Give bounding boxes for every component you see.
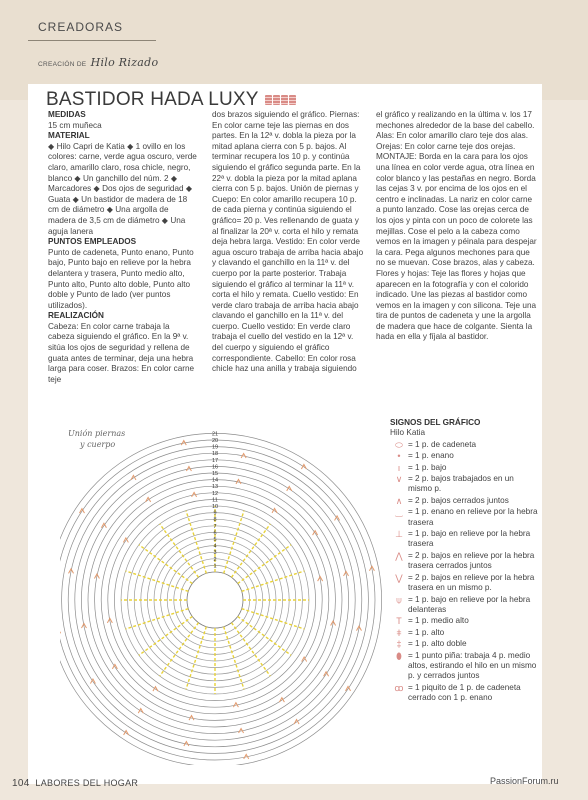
front-relief-icon: ⍦	[396, 594, 402, 605]
round-label: 11	[212, 497, 218, 504]
section-heading: PUNTOS EMPLEADOS	[48, 237, 137, 247]
paragraph: 15 cm muñeca	[48, 120, 102, 130]
legend-text: = 1 piquito de 1 p. de cadeneta cerrado con 1 p. enano	[408, 682, 521, 703]
legend-item	[390, 683, 540, 704]
legend-text: = 1 p. enano en relieve por la hebra trasera	[408, 507, 538, 527]
round-label: 13	[211, 484, 219, 491]
legend-subtitle: Hilo Katia	[390, 428, 426, 438]
legend-item	[390, 463, 540, 473]
round-label: 1	[213, 563, 217, 570]
legend-item	[390, 507, 540, 528]
footer	[12, 778, 138, 789]
chart-title-line2: y cuerpo	[80, 440, 116, 449]
chain-oval-icon: ⬭	[395, 439, 403, 450]
round-label: 10	[211, 504, 219, 510]
round-label: 18	[211, 451, 219, 458]
section-heading: MEDIDAS	[48, 110, 86, 119]
crochet-chart-diagram	[60, 420, 390, 765]
round-label: 15	[211, 471, 219, 477]
round-label: 7	[213, 523, 217, 530]
relief-increase-icon: ⋁	[395, 572, 403, 583]
legend-item	[390, 551, 540, 572]
legend-item	[390, 639, 540, 649]
round-label: 19	[211, 444, 219, 451]
legend-item	[390, 616, 540, 626]
v-increase-icon: ∨	[395, 474, 403, 485]
round-label: 9	[213, 510, 217, 517]
section-title: CREADORAS	[38, 20, 124, 34]
round-label: 21	[211, 431, 219, 438]
legend-text: = 2 p. bajos trabajados en un mismo p.	[408, 474, 514, 494]
legend-text: = 1 p. bajo en relieve por la hebra trasera	[408, 529, 531, 549]
treble-icon: ‡	[396, 639, 402, 650]
relief-single-icon: ⊥	[395, 529, 403, 540]
half-double-icon: T	[396, 616, 402, 627]
legend-items	[390, 440, 540, 704]
legend-text: = 1 p. enano	[408, 451, 454, 461]
thread-spools-icon	[265, 95, 296, 105]
column-3	[376, 110, 538, 343]
paragraph: Cabeza: En color carne trabaja la cabeza siguiendo el gráfico. En la 9ª v. sitúa los ojos de seguridad y rellena de guata antes de terminar, deja una hebra larga para coser. Brazos: En color carne teje	[48, 321, 195, 384]
article-title: BASTIDOR HADA LUXY	[46, 89, 259, 110]
legend-item	[390, 496, 540, 506]
round-label: 17	[211, 457, 219, 464]
creator-name: Hilo Rizado	[90, 56, 159, 69]
legend-text: = 1 p. medio alto	[408, 616, 469, 626]
section-heading: REALIZACIÓN	[48, 311, 104, 321]
legend-text: = 2 p. bajos en relieve por la hebra trasera en un mismo p.	[408, 572, 535, 593]
legend-text: = 1 p. bajo en relieve por la hebra delanteras	[408, 594, 531, 614]
legend-item	[390, 651, 540, 682]
round-label: 3	[213, 550, 217, 557]
legend-item	[390, 573, 540, 594]
legend-text: = 1 p. bajo	[408, 462, 447, 472]
legend-item	[390, 474, 540, 495]
legend-item	[390, 628, 540, 638]
round-label: 5	[213, 537, 217, 543]
paragraph: ◆ Hilo Capri de Katia ◆ 1 ovillo en los colores: carne, verde agua oscuro, verde claro, amarillo claro, rosa chicle, negro, blanco ◆ Un ganchillo del núm. 2 ◆ Marcadores ◆ Dos ojos de seguridad ◆ Guata ◆ Un bastidor de madera de 18 cm de diámetro ◆ Una argolla de madera de 3,5 cm de diámetro ◆ Una aguja lanera	[48, 141, 197, 236]
header-divider	[28, 40, 156, 41]
column-1	[48, 110, 198, 385]
section-heading: MATERIAL	[48, 131, 90, 141]
relief-decrease-icon: ⋀	[395, 550, 403, 561]
legend-item	[390, 440, 540, 450]
column-3-text: el gráfico y realizando en la última v. los 17 mechones alrededor de la base del cabello. Alas: En color amarillo claro teje dos alas. Orejas: En color carne teje dos orejas. MONTAJE: Borda en la cara para los ojos una línea en color verde agua, otra línea en color blanco y las pestañas en negro. Borda las cejas 3 v. por encima de los ojos en el centro e inclinadas. La nariz en color carne a punto lanzado. Cose las orejas cerca de los ojos y pinta con un poco de colorete las mejillas. Cose el pelo a la cabeza como vemos en la imagen y péinala para despejar la cara. Pega algunos mechones para que no se muevan. Cose brazos, alas y cabeza. Flores y hojas: Teje las flores y hojas que aparecen en la fotografía y con el colorido indicado. Une las piezas al bastidor como vemos en la imagen y con silicona. Teje una tira de puntos de cadeneta y une la argolla de madera que hace de colgante. Sienta la hada en ella y fíjala al bastidor.	[376, 110, 537, 342]
round-label: 2	[213, 556, 217, 563]
legend-item	[390, 451, 540, 461]
round-label: 20	[211, 438, 219, 444]
column-2	[212, 110, 364, 375]
round-numbers	[212, 431, 218, 569]
decrease-mark	[60, 629, 61, 634]
single-crochet-icon: ı	[397, 462, 401, 473]
round-label: 6	[213, 530, 217, 537]
legend-text: = 1 p. alto doble	[408, 639, 467, 649]
round-label: 4	[213, 543, 217, 550]
double-crochet-icon: ǂ	[396, 627, 402, 638]
picot-icon: ꝏ	[394, 682, 404, 693]
legend-text: = 1 punto piña: trabaja 4 p. medio altos, estirando el hilo en un mismo p. y cerrados juntos	[408, 650, 537, 681]
legend-text: = 2 p. bajos cerrados juntos	[408, 495, 509, 505]
site-watermark: PassionForum.ru	[490, 776, 559, 786]
article-title-row	[46, 89, 296, 111]
round-label: 14	[211, 477, 219, 484]
decrease-icon: ∧	[395, 495, 403, 506]
magazine-name: LABORES DEL HOGAR	[35, 778, 139, 788]
round-label: 8	[213, 517, 217, 524]
chart-legend	[390, 418, 540, 704]
page-number: 104	[12, 778, 30, 789]
legend-text: = 1 p. de cadeneta	[408, 439, 477, 449]
center-opening	[187, 572, 243, 628]
puff-icon: ⬮	[396, 650, 402, 661]
round-label: 12	[211, 490, 219, 497]
creator-credit	[38, 56, 158, 69]
legend-item	[390, 529, 540, 550]
column-2-text: dos brazos siguiendo el gráfico. Piernas: En color carne teje las piernas en dos partes. En la 12ª v. dobla la pieza por la mitad aplana cierra con 5 p. bajos. Al terminar recupera los 10 p. y continúa siguiendo el gráfico segunda parte. En la 22ª v. dobla la pieza por la mitad aplana cierra con 5 p. bajos. Unión de piernas y Cuepo: En color amarillo recupera 10 p. de cada pierna y continúa siguiendo el gráfico= 20 p. Ves rellenando de guata y al finalizar la 20ª v. corta el hilo y remata deja hebra larga. Vestido: En color verde agua oscuro trabaja de arriba hacia abajo y clavando el ganchillo en la 11ª v. del cuerpo por la parte posterior. Trabaja siguiendo el gráfico al terminar la 11ª v. corta el hilo y remata. Cuello vestido: En verde claro trabaja de arriba hacia abajo clavando el ganchillo en la 11ª v. del cuerpo. Cuello vestido: En verde claro trabaja el cuello del vestido en la 12ª v. del cuerpo y siguiendo el gráfico correspondiente. Cabello: En color rosa chicle haz una anilla y trabaja siguiendo	[212, 110, 364, 374]
creation-prefix: CREACIÓN DE	[38, 61, 87, 68]
legend-item	[390, 595, 540, 616]
legend-text: = 1 p. alto	[408, 627, 445, 637]
chart-title-line1: Unión piernas	[68, 429, 126, 438]
slip-dot-icon: •	[397, 451, 401, 462]
legend-text: = 2 p. bajos en relieve por la hebra trasera cerrados juntos	[408, 550, 535, 571]
chart-rings	[60, 433, 382, 765]
legend-title: SIGNOS DEL GRÁFICO	[390, 418, 481, 427]
round-label: 16	[211, 464, 219, 471]
relief-slip-icon: ‿	[395, 507, 403, 518]
paragraph: Punto de cadeneta, Punto enano, Punto bajo, Punto bajo en relieve por la hebra delantera y trasera, Punto medio alto, Punto alto, Punto alto doble, Punto alto doble y Punto de lado (ver puntos utilizados).	[48, 247, 194, 310]
